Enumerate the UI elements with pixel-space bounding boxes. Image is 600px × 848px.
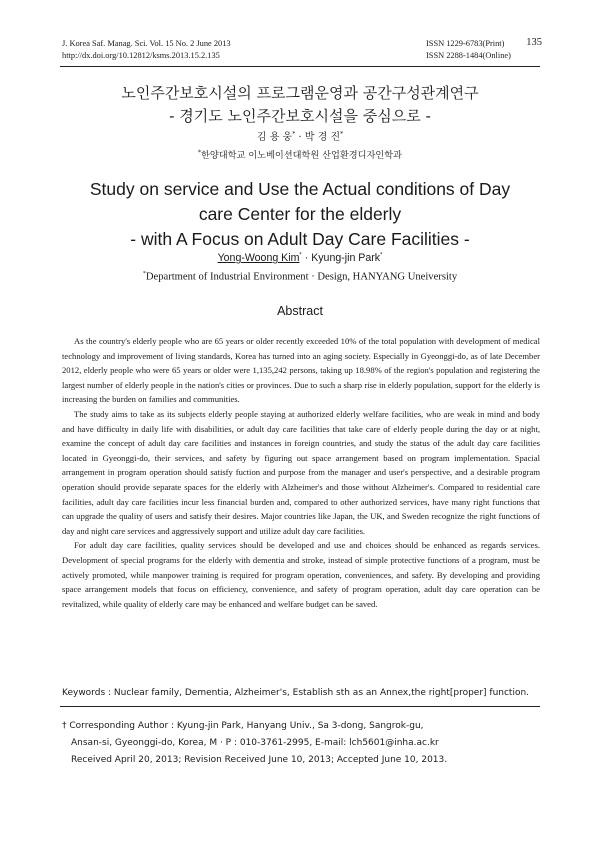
affiliation-mark: * bbox=[142, 271, 146, 277]
affiliation-mark: * bbox=[197, 148, 201, 156]
keywords: Keywords : Nuclear family, Dementia, Alzheimer's, Establish sth as an Annex,the right[proper] function. bbox=[62, 688, 530, 698]
english-author-2: Kyung-jin Park bbox=[311, 252, 381, 264]
footnote-line-2: Ansan-si, Gyeonggi-do, Korea, M · P : 010-3761-2995, E-mail: lch5601@inha.ac.kr bbox=[71, 738, 439, 748]
corresponding-author: Corresponding Author : Kyung-jin Park, Hanyang Univ., Sa 3-dong, Sangrok-gu, bbox=[69, 721, 424, 731]
korean-author-2: 박 경 진 bbox=[304, 132, 341, 143]
abstract-paragraph: As the country's elderly people who are 65 years or older recently exceeded 10% of the total population with development of medical technology and improvement of living standards, Korea has turned into an aging society. Especially in Gyeonggi-do, as of late December 2012, elderly people who were 65 years or older were 1,135,242 persons, taking up 18.98% of the region's population and registering the largest number of elderly people in the nation's cities or provinces. Due to such a sharp rise in elderly population, support for the elderly is increasing the burden on families and communities. bbox=[62, 336, 540, 405]
korean-affiliation-text: 한양대학교 이노베이션대학원 산업환경디자인학과 bbox=[200, 150, 403, 161]
footnote-line-1 bbox=[62, 718, 538, 735]
doi-link[interactable]: http://dx.doi.org/10.12812/ksms.2013.15.2.135 bbox=[62, 51, 220, 60]
author-mark: * bbox=[340, 130, 344, 138]
english-title-line-1: Study on service and Use the Actual conditions of Day bbox=[89, 179, 511, 199]
journal-name: J. Korea Saf. Manag. Sci. Vol. 15 No. 2 June 2013 bbox=[62, 39, 231, 48]
english-title-line-2: care Center for the elderly bbox=[198, 204, 402, 224]
korean-subtitle: - 경기도 노인주간보호시설을 중심으로 - bbox=[169, 107, 431, 125]
english-affiliation-text: Department of Industrial Environment · Design, HANYANG Uneiversity bbox=[145, 271, 458, 283]
author-mark: * bbox=[292, 130, 296, 138]
header-divider bbox=[60, 66, 540, 67]
footnote-divider bbox=[60, 706, 540, 707]
author-mark: * bbox=[299, 252, 302, 259]
english-affiliation bbox=[0, 271, 600, 283]
abstract-body bbox=[62, 334, 540, 611]
english-authors bbox=[0, 252, 600, 264]
footnote bbox=[62, 718, 538, 769]
page-number: 135 bbox=[526, 37, 542, 48]
korean-affiliation bbox=[0, 147, 600, 161]
issn-online: ISSN 2288-1484(Online) bbox=[426, 51, 511, 60]
korean-author-1: 김 용 웅 bbox=[256, 132, 293, 143]
author-separator: · bbox=[295, 132, 305, 143]
korean-authors bbox=[0, 128, 600, 143]
abstract-heading: Abstract bbox=[277, 304, 323, 318]
author-separator: · bbox=[301, 252, 312, 264]
dagger-mark: † bbox=[62, 721, 67, 731]
journal-citation bbox=[62, 38, 231, 62]
abstract-paragraph: For adult day care facilities, quality services should be developed and use and choices should be enhanced as regards services. Development of special programs for the elderly with dementia and stroke, instead of simple protective functions of a program, must be actively promoted, while manpower training is required for program operation, conveniences, and safety. By developing and providing space arrangement models that focus on efficiency, convenience, and safety of program operation, adult day care operation can be revitalized, while quality of elderly care may be enhanced and welfare budget can be saved. bbox=[62, 540, 540, 609]
korean-title: 노인주간보호시설의 프로그램운영과 공간구성관계연구 bbox=[121, 84, 479, 102]
author-mark: * bbox=[380, 252, 383, 259]
english-subtitle: - with A Focus on Adult Day Care Facilities - bbox=[130, 229, 470, 249]
english-author-1: Yong-Woong Kim bbox=[217, 252, 300, 264]
issn-print: ISSN 1229-6783(Print) bbox=[426, 39, 505, 48]
issn-block bbox=[426, 38, 511, 62]
abstract-paragraph: The study aims to take as its subjects elderly people staying at authorized elderly welfare facilities, who are weak in mind and body and have difficulty in daily life with disabilities, or adult day care facilities that take care of elderly people during the day or at night, examine the concept of adult day care facilities and instances in foreign countries, and study the status of the adult day care facilities located in Gyeonggi-do, their services, and safety by figuring out space arrangement based on program implementation. Spacial arrangement in program operation should satisfy fuction and purpose from the manager and user's perspective, and a desirable program operation should provide separate spaces for the elderly with Alzheimer's and those without Alzheimer's. Compared to residential care facilities, adult day care facilities incur less financial burden and, compared to other authorized services, have many right functions that can upgrade the quality of users and satisfy their desires. Major countries like Japan, the UK, and Sweden recognize the right functions of day and night care services and aggressively support and utilize adult day care facilities. bbox=[62, 408, 540, 536]
footnote-line-3: Received April 20, 2013; Revision Received June 10, 2013; Accepted June 10, 2013. bbox=[71, 755, 448, 765]
